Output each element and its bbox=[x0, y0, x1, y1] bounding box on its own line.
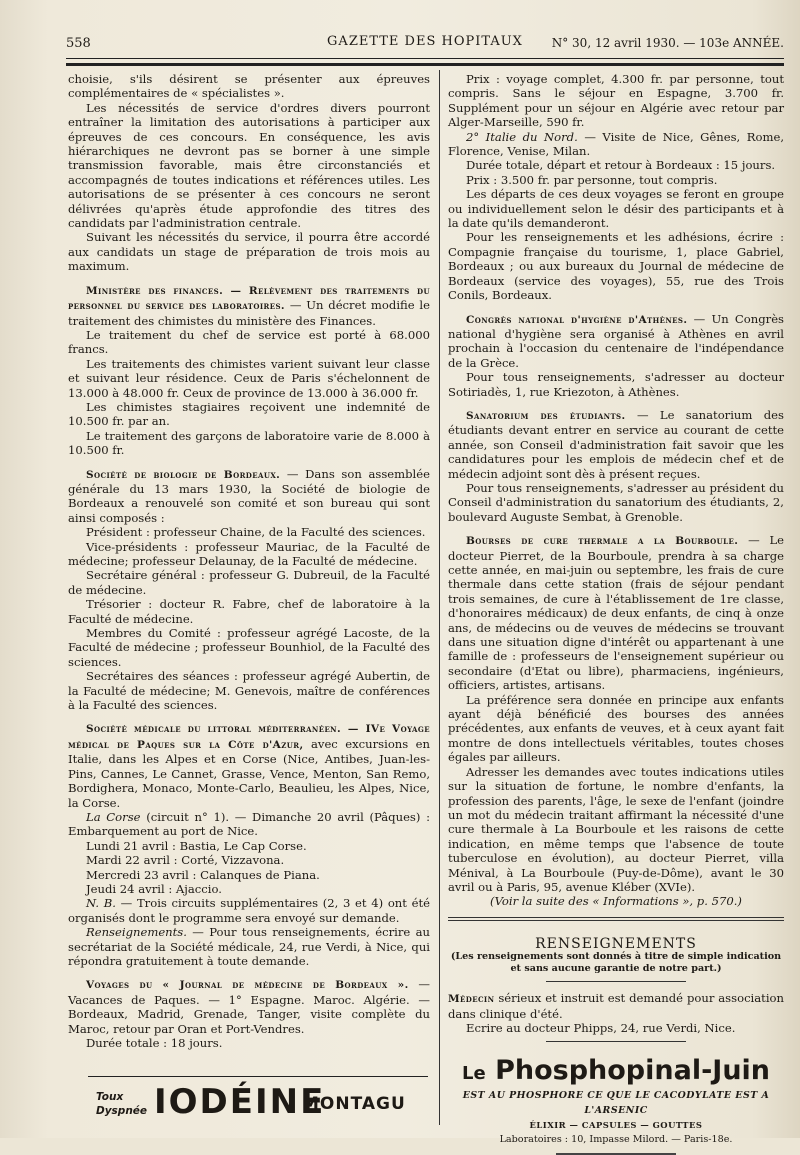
article-heading: Bourses de cure thermale a la Bourboule. bbox=[466, 535, 739, 548]
article-text: — Un décret modifie le traitement des chimistes du ministère des Finances. bbox=[68, 298, 431, 328]
paragraph: Secrétaires des séances : professeur agrégé Aubertin, de la Faculté de médecine; M. Genevois, maître de conférences à la Faculté des sciences. bbox=[68, 669, 430, 713]
paragraph: Le traitement du chef de service est porté à 68.000 francs. bbox=[68, 327, 430, 357]
article-voyages bbox=[68, 977, 430, 1036]
ad-indications bbox=[96, 1090, 147, 1118]
article-heading: Congrès national d'hygiène d'Athènes. bbox=[466, 313, 688, 326]
continuation-note: (Voir la suite des « Informations », p. 570.) bbox=[490, 894, 742, 909]
classified-ad bbox=[448, 991, 784, 1021]
paragraph: Vice-présidents : professeur Mauriac, de la Faculté de médecine; professeur Delaunay, de la Faculté de médecine. bbox=[68, 539, 430, 568]
article-biologie bbox=[68, 467, 430, 526]
paragraph: Pour tous renseignements, s'adresser au docteur Sotiriadès, 1, rue Kriezoton, à Athènes. bbox=[448, 370, 784, 399]
article-societe-medicale bbox=[68, 721, 430, 809]
ad-indication-dyspnee: Dyspnée bbox=[96, 1105, 148, 1117]
ad-product-name: IODÉINE bbox=[154, 1082, 326, 1122]
paragraph: Pour les renseignements et les adhésions, écrire : Compagnie française du tourisme, 1, place Gabriel, Bordeaux ; ou aux bureaux du Journal de médecine de Bordeaux (service des voyages), 55, rue des Trois Conils, Bordeaux. bbox=[448, 230, 784, 303]
text: — Visite de Nice, Gênes, Rome, Florence, Venise, Milan. bbox=[448, 129, 785, 159]
paragraph: Lundi 21 avril : Bastia, Le Cap Corse. bbox=[86, 838, 307, 853]
article-heading: Société de biologie de Bordeaux. bbox=[86, 468, 281, 481]
divider bbox=[546, 981, 686, 982]
article-text: — Vacances de Paques. — 1° Espagne. Maroc. Algérie. — Bordeaux, Madrid, Grenade, Tanger, visite complète du Maroc, retour par Oran et Port-Vendres. bbox=[68, 977, 431, 1036]
text: — Trois circuits supplémentaires (2, 3 et 4) ont été organisés dont le programme sera envoyé sur demande. bbox=[68, 896, 430, 925]
phosphopinal-advertisement bbox=[448, 1056, 784, 1155]
paragraph: Ecrire au docteur Phipps, 24, rue Verdi, Nice. bbox=[466, 1020, 736, 1035]
paragraph: Durée totale, départ et retour à Bordeaux : 15 jours. bbox=[466, 158, 776, 173]
paragraph: Pour tous renseignements, s'adresser au président du Conseil d'administration du sanatorium des étudiants, 2, boulevard Auguste Sembat, à Grenoble. bbox=[448, 480, 784, 524]
article-heading: Voyages du « Journal de médecine de Bordeaux ». bbox=[86, 979, 409, 992]
paragraph bbox=[68, 925, 430, 968]
paragraph: Trésorier : docteur R. Fabre, chef de laboratoire à la Faculté de médecine. bbox=[68, 597, 430, 626]
paragraph: Le traitement des garçons de laboratoire varie de 8.000 à 10.500 fr. bbox=[68, 428, 430, 458]
right-column bbox=[448, 72, 784, 1155]
label: La Corse bbox=[86, 809, 141, 824]
ad-indication-toux: Toux bbox=[96, 1091, 124, 1103]
paragraph: Les nécessités de service d'ordres divers pourront entraîner la limitation des autorisations à participer aux épreuves de ces concours. En conséquence, les avis hiérarchiques ne devront pas se borner à une simple transmission favorable, mais être circonstanciés et accompagnés de toutes indications et références utiles. Les autorisations de se présenter à ces concours ne seront délivrées qu'après étude approfondie des titres des candidats par l'administration centrale. bbox=[68, 100, 430, 231]
paragraph: Prix : voyage complet, 4.300 fr. par personne, tout compris. Sans le séjour en Espagne, 3.700 fr. Supplément pour un séjour en Algérie avec retour par Alger-Marseille, 590 fr. bbox=[448, 72, 784, 130]
article-text: avec excursions en Italie, dans les Alpes et en Corse (Nice, Antibes, Juan-les-Pins, Cannes, Le Cannet, Grasse, Vence, Menton, San Remo, Bordighera, Monaco, Monte-Carlo, Beaulieu, les Alpes, Nice, la Corse. bbox=[68, 736, 431, 810]
ad-brand: MONTAGU bbox=[302, 1094, 406, 1114]
article-text: — Le docteur Pierret, de la Bourboule, prendra à sa charge cette année, en mai-juin ou septembre, les frais de cure thermale dans cette station (frais de séjour pendant trois semaines, de cure à l'établissement de 1re classe, d'honoraires médicaux) de deux enfants, de cinq à onze ans, de médecins ou de veuves de médecins se trouvant dans une situation digne d'intérêt ou appartenant à une famille de : professeurs de l'enseignement supérieur ou secondaire (d'Etat ou libre), pharmaciens, ingénieurs, officiers, artistes, artisans. bbox=[448, 533, 785, 693]
left-column bbox=[68, 72, 430, 1050]
divider bbox=[546, 1041, 686, 1042]
paragraph: Mardi 22 avril : Corté, Vizzavona. bbox=[86, 853, 285, 868]
paragraph: Les départs de ces deux voyages se feront en groupe ou individuellement selon le désir des participants et à la date qu'ils demanderont. bbox=[448, 187, 784, 231]
text: (circuit n° 1). — Dimanche 20 avril (Pâques) : Embarquement au port de Nice. bbox=[68, 809, 431, 839]
article-text: — Dans son assemblée générale du 13 mars 1930, la Société de biologie de Bordeaux a renouvelé son comité et son bureau qui sont ainsi composés : bbox=[68, 466, 430, 525]
ad-text: sérieux et instruit est demandé pour association dans clinique d'été. bbox=[448, 991, 784, 1021]
article-finances bbox=[68, 283, 430, 328]
article-congres bbox=[448, 312, 784, 371]
renseignements-note: (Les renseignements sont donnés à titre de simple indication et sans aucune garantie de notre part.) bbox=[450, 951, 782, 975]
article-sanatorium bbox=[448, 408, 784, 481]
column-divider bbox=[439, 70, 440, 1125]
paragraph: Les traitements des chimistes varient suivant leur classe et suivant leur résidence. Ceux de Paris s'échelonnent de 13.000 à 48.000 fr. Ceux de province de 13.000 à 36.000 fr. bbox=[68, 356, 430, 400]
paragraph bbox=[68, 896, 430, 925]
paragraph: Prix : 3.500 fr. par personne, tout compris. bbox=[466, 172, 718, 187]
paragraph: Durée totale : 18 jours. bbox=[86, 1036, 223, 1050]
paragraph: Secrétaire général : professeur G. Dubreuil, de la Faculté de médecine. bbox=[68, 568, 430, 597]
article-text: — Un Congrès national d'hygiène sera organisé à Athènes en avril prochain à l'occasion du centenaire de l'indépendance de la Grèce. bbox=[448, 311, 785, 370]
journal-title: GAZETTE DES HOPITAUX bbox=[327, 34, 523, 49]
issue-date: N° 30, 12 avril 1930. — 103e ANNÉE. bbox=[551, 36, 784, 50]
paragraph: Président : professeur Chaine, de la Faculté des sciences. bbox=[86, 525, 426, 540]
ad-address: Laboratoires : 10, Impasse Milord. — Paris-18e. bbox=[499, 1133, 733, 1145]
article-heading: Société médicale du littoral méditerranéen. — IVe Voyage médical de Paques sur la Côte d'Azur, bbox=[68, 723, 430, 751]
article-bourses bbox=[448, 533, 784, 692]
paragraph: Adresser les demandes avec toutes indications utiles sur la situation de fortune, le nombre d'enfants, la profession des parents, l'âge, le sexe de l'enfant (joindre un mot du médecin traitant affirmant la nécessité d'une cure thermale à La Bourboule et les raisons de cette indication, en même temps que l'absence de toute tuberculose en évolution), au docteur Pierret, villa Ménival, à La Bourboule (Puy-de-Dôme), avant le 30 avril ou à Paris, 95, avenue Kléber (XVIe). bbox=[448, 764, 784, 894]
page-number: 558 bbox=[66, 36, 91, 51]
paragraph: Membres du Comité : professeur agrégé Lacoste, de la Faculté de médecine ; professeur Bounhiol, de la Faculté des sciences. bbox=[68, 626, 430, 669]
paragraph: La préférence sera donnée en principe aux enfants ayant déjà bénéficié des bourses des années précédentes, aux enfants de veuves, et à ceux ayant fait montre de dons intellectuels véritables, toutes choses égales par ailleurs. bbox=[448, 692, 784, 765]
paragraph: Les chimistes stagiaires reçoivent une indemnité de 10.500 fr. par an. bbox=[68, 399, 430, 429]
iodeine-advertisement bbox=[88, 1076, 428, 1132]
paragraph bbox=[68, 810, 430, 839]
ad-forms: ÉLIXIR — CAPSULES — GOUTTES bbox=[529, 1120, 703, 1131]
ad-title-name: Phosphopinal-Juin bbox=[495, 1055, 771, 1087]
article-text: — Le sanatorium des étudiants devant entrer en service au courant de cette année, son Conseil d'administration fait savoir que les candidatures pour les emplois de médecin chef et de médecin adjoint sont dès à présent reçues. bbox=[448, 407, 784, 481]
ad-heading: Médecin bbox=[448, 993, 495, 1006]
renseignements-title: RENSEIGNEMENTS bbox=[535, 935, 697, 952]
label: Renseignements. bbox=[86, 925, 187, 940]
ad-title-article: Le bbox=[461, 1063, 486, 1085]
paragraph bbox=[448, 130, 784, 159]
article-heading: Sanatorium des étudiants. bbox=[466, 409, 626, 422]
page-header bbox=[66, 34, 784, 54]
paragraph: Suivant les nécessités du service, il pourra être accordé aux candidats un stage de préparation de trois mois au maximum. bbox=[68, 230, 430, 274]
header-rule bbox=[66, 58, 784, 59]
paragraph: Jeudi 24 avril : Ajaccio. bbox=[86, 881, 222, 896]
ad-rule bbox=[88, 1076, 428, 1077]
paragraph: Mercredi 23 avril : Calanques de Piana. bbox=[86, 867, 320, 882]
label: 2° Italie du Nord. bbox=[466, 129, 578, 144]
header-rule-thick bbox=[66, 63, 784, 66]
ad-title bbox=[448, 1056, 784, 1089]
label: N. B. bbox=[86, 896, 116, 911]
ad-tagline: EST AU PHOSPHORE CE QUE LE CACODYLATE EST A L'ARSENIC bbox=[462, 1090, 770, 1116]
section-rule bbox=[448, 917, 784, 921]
article-heading: Ministère des finances. — Relèvement des traitements du personnel du service des laboratoires. bbox=[68, 284, 430, 313]
paragraph: choisie, s'ils désirent se présenter aux épreuves complémentaires de « spécialistes ». bbox=[68, 72, 430, 101]
text: — Pour tous renseignements, écrire au secrétariat de la Société médicale, 24, rue Verdi, à Nice, qui répondra gratuitement à toute demande. bbox=[68, 925, 430, 968]
